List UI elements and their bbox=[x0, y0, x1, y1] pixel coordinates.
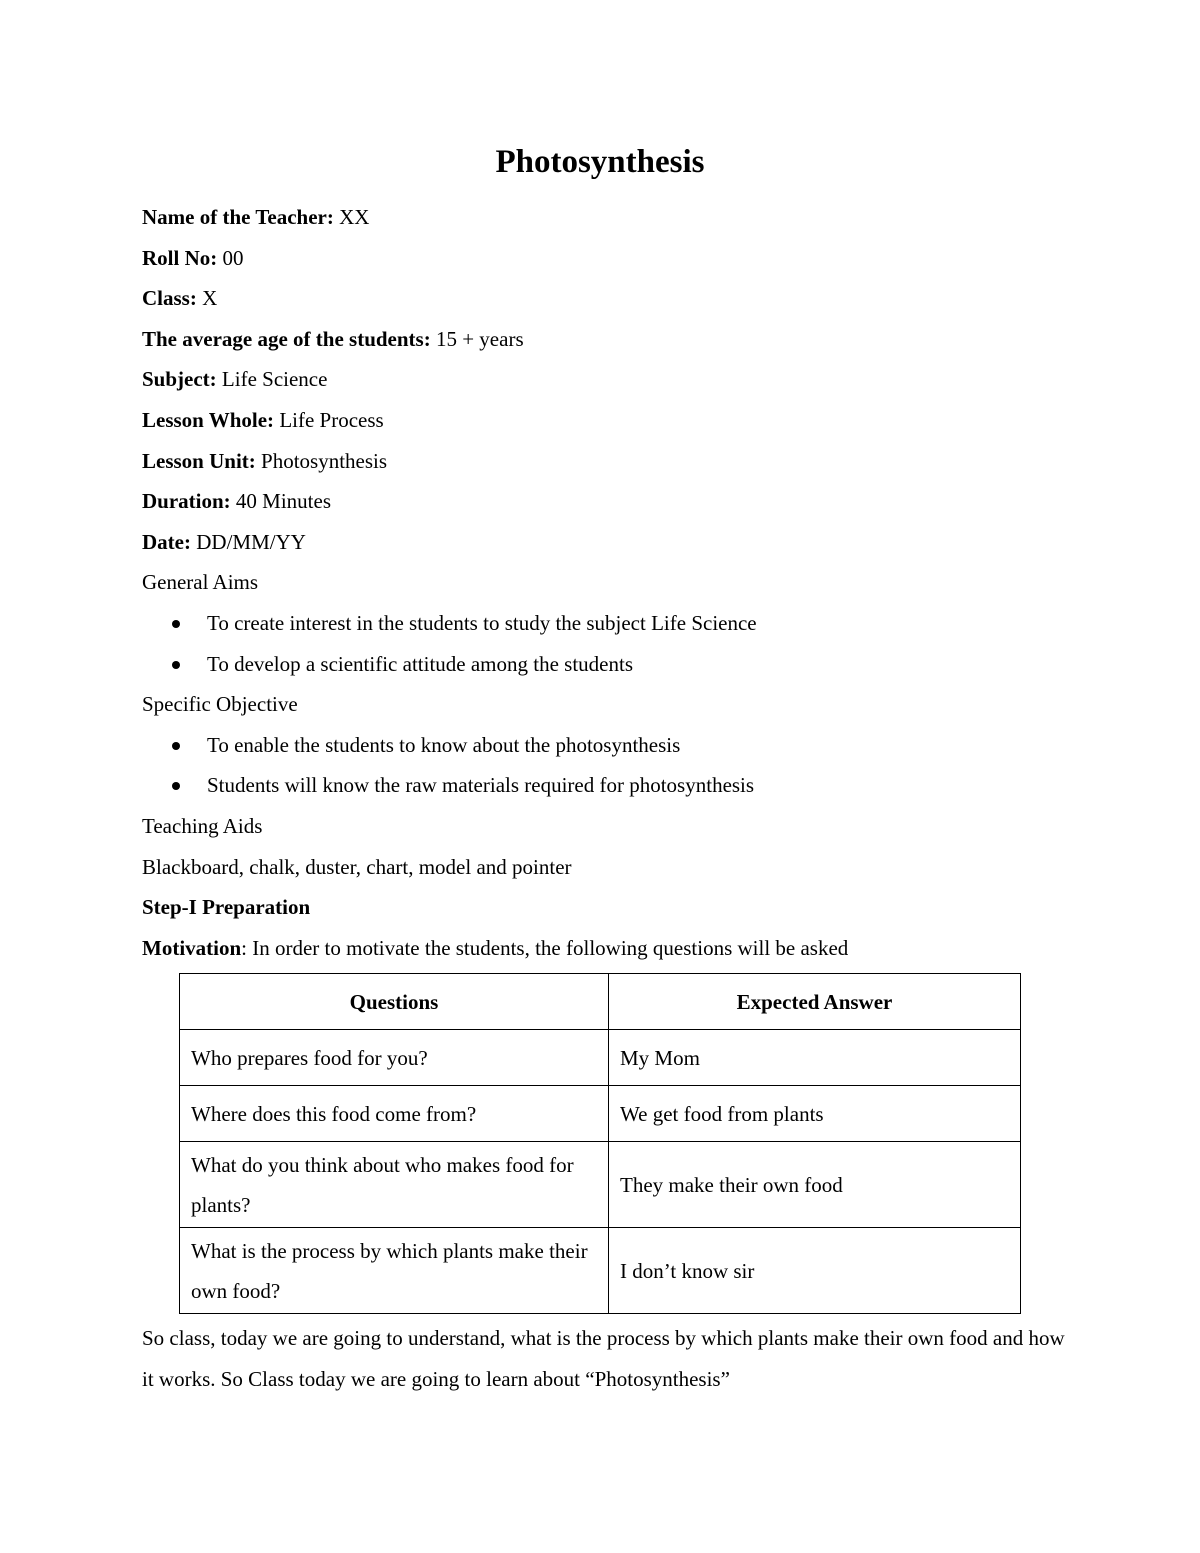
table-row bbox=[180, 1086, 1021, 1142]
page-title: Photosynthesis bbox=[495, 144, 705, 180]
motivation-line bbox=[142, 928, 1072, 969]
detail-average-age bbox=[142, 319, 1072, 360]
table-row bbox=[180, 1142, 1021, 1228]
detail-lesson-whole bbox=[142, 400, 1072, 441]
detail-lesson-unit bbox=[142, 441, 1072, 482]
column-header-questions: Questions bbox=[180, 974, 609, 1030]
answer-cell: We get food from plants bbox=[609, 1086, 1021, 1142]
list-item-text: To develop a scientific attitude among the students bbox=[207, 651, 633, 676]
specific-objective-heading: Specific Objective bbox=[142, 692, 298, 717]
list-item-text: To enable the students to know about the photosynthesis bbox=[207, 732, 681, 757]
teaching-aids-text: Blackboard, chalk, duster, chart, model and pointer bbox=[142, 854, 572, 879]
detail-label: Duration: bbox=[142, 489, 231, 514]
detail-date bbox=[142, 522, 1072, 563]
table-row bbox=[180, 1030, 1021, 1086]
answer-cell: I don’t know sir bbox=[609, 1228, 1021, 1314]
list-item bbox=[142, 644, 1072, 685]
general-aims-list bbox=[142, 603, 1072, 684]
detail-value: 15 + years bbox=[430, 326, 524, 351]
table-header-row bbox=[180, 974, 1021, 1030]
bullet-icon bbox=[172, 661, 180, 669]
list-item bbox=[142, 603, 1072, 644]
motivation-questions-table bbox=[179, 973, 1021, 1314]
detail-label: The average age of the students: bbox=[142, 326, 431, 351]
list-item bbox=[142, 725, 1072, 766]
detail-value: X bbox=[196, 286, 218, 311]
detail-value: XX bbox=[333, 205, 370, 229]
bullet-icon bbox=[172, 742, 180, 750]
detail-class bbox=[142, 278, 1072, 319]
motivation-text: : In order to motivate the students, the following questions will be asked bbox=[241, 935, 849, 960]
column-header-expected-answer: Expected Answer bbox=[609, 974, 1021, 1030]
detail-value: 40 Minutes bbox=[230, 489, 332, 514]
question-cell: What is the process by which plants make their own food? bbox=[180, 1228, 609, 1314]
general-aims-heading: General Aims bbox=[142, 570, 259, 595]
detail-label: Subject: bbox=[142, 367, 217, 392]
teaching-aids-heading: Teaching Aids bbox=[142, 813, 263, 838]
detail-label: Lesson Unit: bbox=[142, 448, 256, 473]
detail-teacher-name bbox=[142, 197, 1072, 238]
list-item bbox=[142, 765, 1072, 806]
table-row bbox=[180, 1228, 1021, 1314]
motivation-label: Motivation bbox=[142, 935, 242, 960]
lesson-plan-body bbox=[142, 197, 1072, 968]
detail-subject bbox=[142, 359, 1072, 400]
detail-value: Life Science bbox=[216, 367, 328, 392]
detail-value: Life Process bbox=[274, 407, 384, 432]
detail-duration bbox=[142, 481, 1072, 522]
detail-label: Roll No: bbox=[142, 245, 218, 270]
specific-objective-list bbox=[142, 725, 1072, 806]
detail-label: Date: bbox=[142, 529, 191, 554]
list-item-text: Students will know the raw materials required for photosynthesis bbox=[207, 773, 755, 798]
bullet-icon bbox=[172, 782, 180, 790]
question-cell: Where does this food come from? bbox=[180, 1086, 609, 1142]
detail-value: DD/MM/YY bbox=[190, 529, 306, 554]
answer-cell: My Mom bbox=[609, 1030, 1021, 1086]
bullet-icon bbox=[172, 620, 180, 628]
detail-value: 00 bbox=[217, 245, 244, 270]
step-heading-text: Step-I Preparation bbox=[142, 895, 311, 920]
answer-cell: They make their own food bbox=[609, 1142, 1021, 1228]
detail-value: Photosynthesis bbox=[255, 448, 388, 473]
question-cell: What do you think about who makes food for plants? bbox=[180, 1142, 609, 1228]
step-heading bbox=[142, 887, 1072, 928]
detail-roll-no bbox=[142, 238, 1072, 279]
detail-label: Name of the Teacher: bbox=[142, 205, 334, 229]
list-item-text: To create interest in the students to study the subject Life Science bbox=[207, 610, 757, 635]
detail-label: Class: bbox=[142, 286, 197, 311]
question-cell: Who prepares food for you? bbox=[180, 1030, 609, 1086]
detail-label: Lesson Whole: bbox=[142, 407, 275, 432]
closing-paragraph: So class, today we are going to understand, what is the process by which plants make their own food and how it works. So Class today we are going to learn about “Photosynthesis” bbox=[142, 1326, 1065, 1391]
